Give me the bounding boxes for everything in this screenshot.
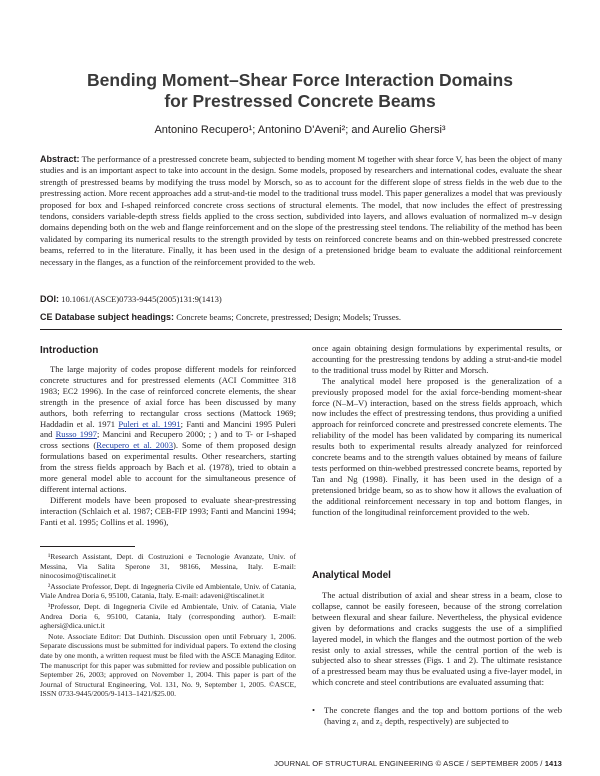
- doi-value: 10.1061/(ASCE)0733-9445(2005)131:9(1413): [61, 294, 222, 304]
- page-number: 1413: [544, 759, 562, 768]
- bullet-marker: •: [312, 705, 316, 715]
- footnote-1: ¹Research Assistant, Dept. di Costruzioni e Tecnologie Avanzate, Univ. of Messina, Via Salita Sperone 31, 98166, Messina, Italy. E-mail: ninocosimo@tiscalinet.it: [40, 552, 296, 581]
- bullet-list: [312, 705, 562, 727]
- citation-link-recupero-2003[interactable]: Recupero et al. 2003: [96, 440, 173, 451]
- footnote-divider: [40, 546, 135, 547]
- footnote-3: ³Professor, Dept. di Ingegneria Civile ed Ambientale, Univ. of Catania, Viale Andrea Doria 6, 95100, Catania, Italy (corresponding author). E-mail: aghersi@dica.unict.it: [40, 601, 296, 631]
- introduction-heading: Introduction: [40, 345, 99, 356]
- intro-p1-text-c: ; Mancini and Recupero 2000; ; ) and to T- or I-shaped cross sections (: [40, 429, 296, 451]
- page-footer: [274, 759, 562, 768]
- bullet-text: The concrete flanges and the top and bottom portions of the web (having z₁ and z₂ depth, respectively) are subjected to: [324, 705, 562, 726]
- right-column-text: [312, 343, 562, 518]
- analytical-model-text: [312, 590, 562, 688]
- abstract: [40, 154, 562, 268]
- section-divider: [40, 329, 562, 330]
- analytical-model-paragraph: The actual distribution of axial and shear stress in a beam, close to collapse, cannot be easily foreseen, because of the strong correlation between flexural and shear failure. Nevertheless, the physical evidence given by deformations and cracks suggests the use of a simplified layered model, in which the flanges and the outmost portion of the web resist only to axial stresses, while the central portion of the web is subjected also to shear stresses (Figs. 1 and 2). The ultimate resistance of a prestressed beam may thus be evaluated using a five-layer model, in which concrete and steel contributions are evaluated assuming that:: [312, 590, 562, 688]
- right-paragraph-1: The analytical model here proposed is the generalization of a previously proposed model for the axial force-bending moment-shear force (N–M–V) interaction, based on the stress fields approach, which now includes the effect of prestressing tendons, thus providing a unified approach for reinforced concrete and prestressed concrete elements. The reliability of the model has been validated by comparing its numerical results both to experimental results already analyzed for reinforced concrete beams and to the strength values obtained by means of failure tests performed on thin-webbed prestressed concrete beams, reported by Tan and Ng (1998). Finally, it has been used in the design of a pretensioned bridge beam, so as to show how it allows the evaluation of the additional reinforcement necessary in top and bottom flanges, in function of the longitudinal reinforcement provided to the web.: [312, 375, 562, 517]
- left-column-text: [40, 364, 296, 528]
- footer-journal: JOURNAL OF STRUCTURAL ENGINEERING © ASCE / SEPTEMBER 2005 /: [274, 759, 545, 768]
- doi-line: [40, 294, 562, 305]
- intro-paragraph-2: Different models have been proposed to evaluate shear-prestressing interaction (Schlaich et al. 1987; CEB-FIP 1993; Fanti and Mancini 1994; Fanti et al. 1995; Collins et al. 1996),: [40, 494, 296, 527]
- paper-title-line-2: for Prestressed Concrete Beams: [164, 91, 436, 111]
- subject-headings: [40, 312, 562, 323]
- right-paragraph-0: once again obtaining design formulations by experimental results, or accounting for the prestressing tendons by adding a strut-and-tie model to the traditional truss model by Ritter and Morsch.: [312, 343, 562, 375]
- intro-paragraph-1: [40, 364, 296, 495]
- paper-title-line-1: Bending Moment–Shear Force Interaction Domains: [87, 70, 513, 90]
- intro-p1-text-b: ; Fanti and Mancini 1995 Puleri and: [40, 418, 297, 440]
- intro-p1-text-a: The large majority of codes propose different models for reinforced concrete structures and for prestressed elements (ACI Committee 318 1983; EC2 1996). In the case of reinforced concrete elements, the shear strength in the presence of axial force has been discussed by many authors, both referring to rectangular cross sections (Mattock 1969; Haddadin et al. 1971: [40, 364, 296, 429]
- footnotes: [40, 552, 296, 700]
- analytical-model-heading: Analytical Model: [312, 570, 391, 581]
- abstract-text: The performance of a prestressed concrete beam, subjected to bending moment M together with shear force V, has been the object of many studies and is an important aspect to take into account in the design. Some models, proposed by researchers and international codes, evaluate the shear strength of prestressed beams by modifying the truss model by Morsch, so as to account for the different slope of stress fields in the web due to the prestressing action. More recent approaches add a strut-and-tie model to the traditional truss model. This paper generalizes a model that was previously proposed for box and I-shaped reinforced concrete cross sections of structural elements. The model, that now includes the effect of prestressing tendons, considers variable-depth stress fields applied to the cross section, subdivided into layers, and allows evaluation of normalized m–v design domains depending both on the web and flange reinforcement and on the slope of the prestressing steel tendons. The reliability of the method has been validated by comparing its numerical results to the strength provided by tests on reinforced concrete beams and on thin-webbed prestressed concrete beams, referred to in the literature. Finally, it has been used in the design of a pretensioned bridge beam to evaluate the additional reinforcement necessary in the flanges, as a function of the reinforcement provided to the web.: [40, 154, 563, 267]
- abstract-label: Abstract:: [40, 154, 80, 164]
- footnote-2: ²Associate Professor, Dept. di Ingegneria Civile ed Ambientale, Univ. of Catania, Viale Andrea Doria 6, 95100, Catania, Italy. E-mail: adaveni@tiscalinet.it: [40, 581, 296, 601]
- author-list: Antonino Recupero¹; Antonino D'Aveni²; and Aurelio Ghersi³: [154, 124, 446, 136]
- list-item: [312, 705, 562, 727]
- doi-label: DOI:: [40, 294, 59, 304]
- intro-p1-text-d: ). Some of them proposed design formulations based on experimental results. Other researchers, starting from the stress fields approach by Bach et al. (1978), tried to obtain a more general model able to account for the simultaneous presence of different internal actions.: [40, 440, 296, 494]
- citation-link-puleri-1991[interactable]: Puleri et al. 1991: [118, 418, 181, 429]
- subject-headings-label: CE Database subject headings:: [40, 312, 175, 322]
- editorial-note: Note. Associate Editor: Dat Duthinh. Discussion open until February 1, 2006. Separate discussions must be submitted for individual papers. To extend the closing date by one month, a written request must be filed with the ASCE Managing Editor. The manuscript for this paper was submitted for review and possible publication on September 26, 2003; approved on November 1, 2004. This paper is part of the Journal of Structural Engineering, Vol. 131, No. 9, September 1, 2005. ©ASCE, ISSN 0733-9445/2005/9-1413–1421/$25.00.: [40, 631, 296, 699]
- subject-headings-value: Concrete beams; Concrete, prestressed; Design; Models; Trusses.: [176, 312, 402, 322]
- citation-link-russo-1997[interactable]: Russo 1997: [55, 429, 97, 440]
